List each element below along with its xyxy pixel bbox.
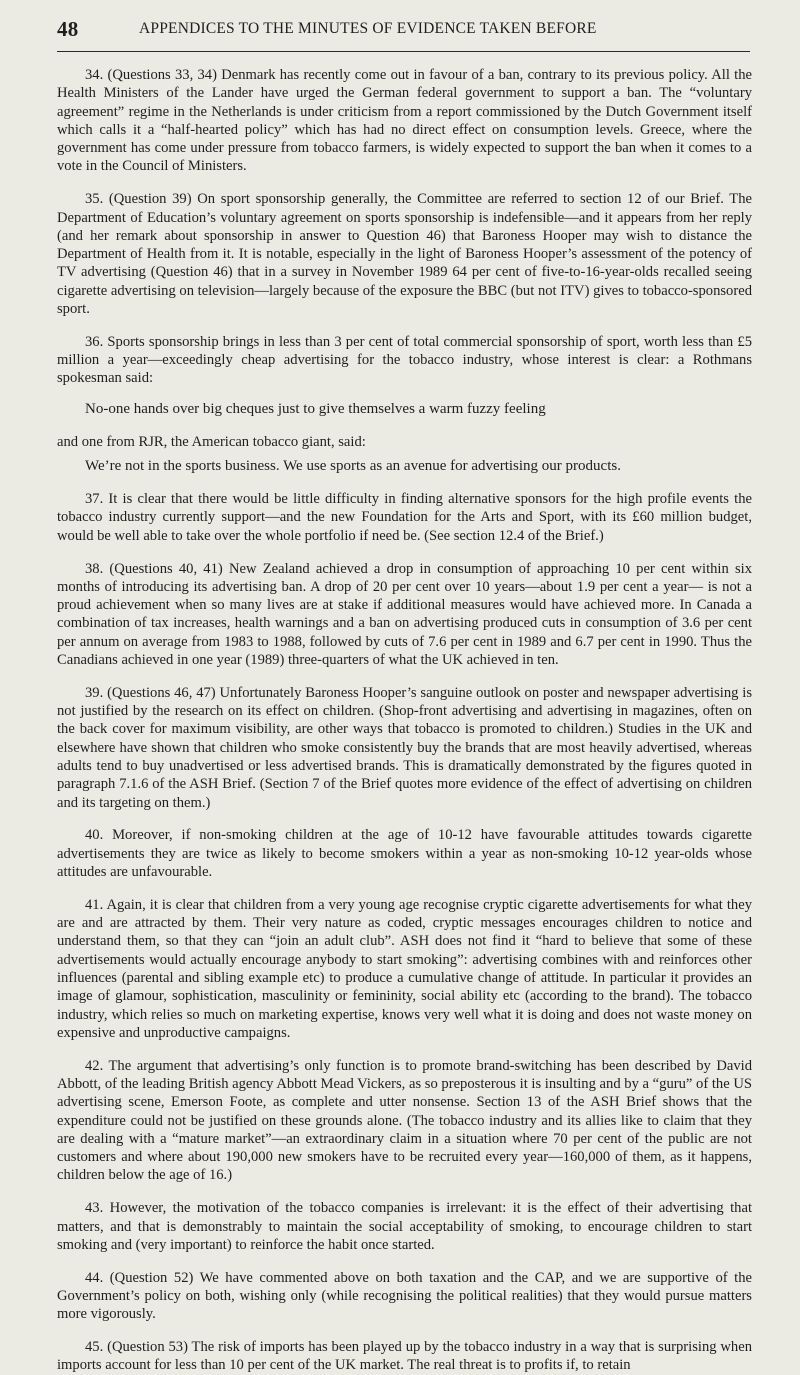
paragraph-35: 35. (Question 39) On sport sponsorship generally, the Committee are referred to section 12 of our Brief. The Department of Education’s voluntary agreement on sports sponsorship is indefensible—and it appears from her reply (and her remark about sponsorship in answer to Question 46) that Baroness Hooper may wish to distance the Department of Health from it. It is notable, especially in the light of Baroness Hooper’s assessment of the potency of TV advertising (Question 46) that in a survey in November 1989 64 per cent of five-to-16-year-olds recalled seeing cigarette advertising on television—largely because of the exposure the BBC (but not ITV) gives to tobacco-sponsored sport. xyxy=(57,191,752,318)
paragraph-40: 40. Moreover, if non-smoking children at the age of 10-12 have favourable attitudes towards cigarette advertisements they are twice as likely to become smokers within a year as non-smoking 10-12 year-olds whose attitudes are unfavourable. xyxy=(57,827,752,880)
quote-rjr: We’re not in the sports business. We use sports as an avenue for advertising our products. xyxy=(85,457,621,474)
running-head: APPENDICES TO THE MINUTES OF EVIDENCE TAKEN BEFORE xyxy=(139,20,597,37)
paragraph-36: 36. Sports sponsorship brings in less than 3 per cent of total commercial sponsorship of sport, worth less than £5 million a year—exceedingly cheap advertising for the tobacco industry, whose interest is clear: a Rothmans spokesman said: xyxy=(57,333,752,387)
page-header xyxy=(57,17,750,47)
paragraph-44: 44. (Question 52) We have commented above on both taxation and the CAP, and we are supportive of the Government’s policy on both, wishing only (while recognising the political realities) that they would pursue matters more vigorously. xyxy=(57,1269,752,1323)
paragraph-38: 38. (Questions 40, 41) New Zealand achieved a drop in consumption of approaching 10 per cent within six months of introducing its advertising ban. A drop of 20 per cent over 10 years—about 1.9 per cent a year— is not a proud achievement when so many lives are at stake if additional measures would have achieved more. In Canada a combination of tax increases, health warnings and a ban on advertising produced cuts in consumption of 3.6 per cent per annum on average from 1983 to 1988, followed by cuts of 7.6 per cent in 1989 and 6.7 per cent in 1990. Thus the Canadians achieved in one year (1989) three-quarters of what the UK achieved in ten. xyxy=(57,560,752,669)
paragraph-37: 37. It is clear that there would be little difficulty in finding alternative sponsors for the high profile events the tobacco industry currently support—and the new Foundation for the Arts and Sport, with its £60 million budget, would be well able to take over the whole portfolio if need be. (See section 12.4 of the Brief.) xyxy=(57,491,752,544)
header-rule xyxy=(57,51,750,52)
paragraph-34: 34. (Questions 33, 34) Denmark has recently come out in favour of a ban, contrary to its previous policy. All the Health Ministers of the Lander have urged the German federal government to support a ban. The “voluntary agreement” regime in the Netherlands is under criticism from a report commissioned by the Dutch Government itself which calls it a “half-hearted policy” which has had no direct effect on consumption levels. Greece, where the government has come under pressure from tobacco farmers, is widely expected to support the ban when it comes to a vote in the Council of Ministers. xyxy=(57,67,752,175)
paragraph-39: 39. (Questions 46, 47) Unfortunately Baroness Hooper’s sanguine outlook on poster and newspaper advertising is not justified by the research on its effect on children. (Shop-front advertising and advertising in magazines, often on the back cover for maximum visibility, are other ways that tobacco is promoted to children.) Studies in the UK and elsewhere have shown that children who smoke consistently buy the brands that are most heavily advertised, whereas adults tend to buy unadvertised or less advertised brands. This is dramatically demonstrated by the figures quoted in paragraph 7.1.6 of the ASH Brief. (Section 7 of the Brief quotes more evidence of the effect of advertising on children and its targeting on them.) xyxy=(57,684,752,811)
page-number: 48 xyxy=(57,17,79,41)
quote-rothmans: No-one hands over big cheques just to give themselves a warm fuzzy feeling xyxy=(85,400,546,417)
continuation-text: and one from RJR, the American tobacco giant, said: xyxy=(57,433,366,450)
paragraph-41: 41. Again, it is clear that children from a very young age recognise cryptic cigarette advertisements for what they are and are attracted by them. Their very nature as coded, cryptic messages encourages children to notice and understand them, so that they can “join an adult club”. ASH does not find it “hard to believe that some of these advertisements would actually encourage anybody to start smoking”: advertising combines with and reinforces other influences (parental and sibling example etc) to produce a cumulative change of attitude. In particular it provides an image of glamour, sophistication, masculinity or femininity, social ability etc (according to the brand). The tobacco industry, which relies so much on marketing expertise, knows very well what it is doing and does not waste money on expensive and unproductive campaigns. xyxy=(57,896,752,1041)
body-text xyxy=(57,66,752,1375)
paragraph-45: 45. (Question 53) The risk of imports has been played up by the tobacco industry in a way that is surprising when imports account for less than 10 per cent of the UK market. The real threat is to profits if, to retain xyxy=(57,1339,752,1374)
paragraph-42: 42. The argument that advertising’s only function is to promote brand-switching has been described by David Abbott, of the leading British agency Abbott Mead Vickers, as so preposterous it is insulting and by a “guru” of the US advertising scene, Emerson Foote, as complete and utter nonsense. Section 13 of the ASH Brief shows that the expenditure could not be justified on these grounds alone. (The tobacco industry and its allies like to claim that they are dealing with a “mature market”—an extraordinary claim in a situation where 70 per cent of the public are not customers and where about 190,000 new smokers have to be recruited every year—160,000 of them, as it happens, children below the age of 16.) xyxy=(57,1057,752,1184)
paragraph-43: 43. However, the motivation of the tobacco companies is irrelevant: it is the effect of their advertising that matters, and that is demonstrably to maintain the social acceptability of smoking, to encourage children to start smoking and (very important) to reinforce the habit once started. xyxy=(57,1200,752,1253)
